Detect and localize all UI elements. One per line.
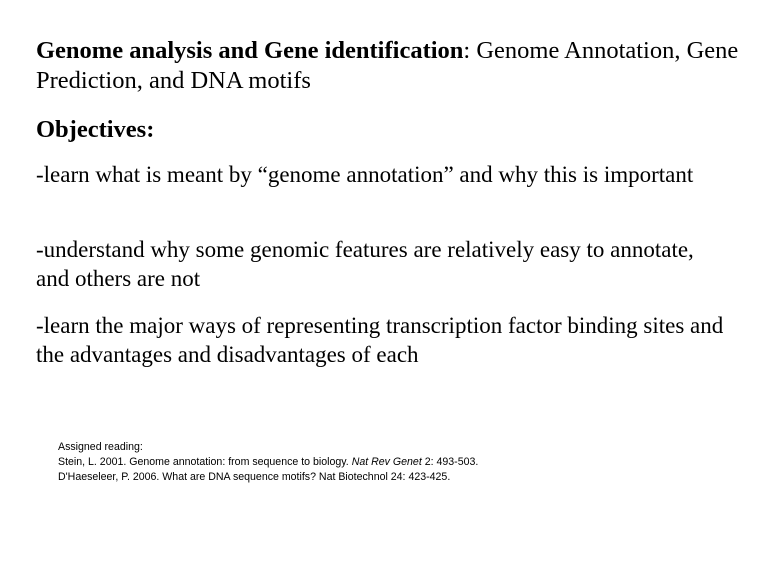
assigned-reading-label: Assigned reading: bbox=[58, 441, 143, 453]
slide-title-rest-part: : Genome Annotation, Gene Prediction, and DNA motifs bbox=[36, 37, 739, 94]
slide-title bbox=[36, 36, 742, 95]
assigned-reading-reference-2: D'Haeseleer, P. 2006. What are DNA sequence motifs? Nat Biotechnol 24: 423-425. bbox=[58, 471, 451, 484]
assigned-reading-reference-1 bbox=[58, 455, 678, 470]
objectives-heading: Objectives: bbox=[36, 116, 155, 143]
objective-bullet-1: -learn what is meant by “genome annotation” and why this is important bbox=[36, 162, 694, 187]
reference-1-journal-name: Nat Rev Genet bbox=[351, 456, 422, 469]
slide-title-bold-part: Genome analysis and Gene identification bbox=[36, 37, 464, 64]
objective-bullet-2: -understand why some genomic features are relatively easy to annotate, and others are not bbox=[36, 237, 694, 291]
reference-1-after-italic: 2: 493-503. bbox=[421, 456, 479, 469]
objective-bullet-3: -learn the major ways of representing transcription factor binding sites and the advantages and disadvantages of each bbox=[36, 313, 724, 367]
assigned-reading-block bbox=[58, 440, 678, 485]
reference-1-before-italic: Stein, L. 2001. Genome annotation: from sequence to biology. bbox=[58, 456, 352, 469]
